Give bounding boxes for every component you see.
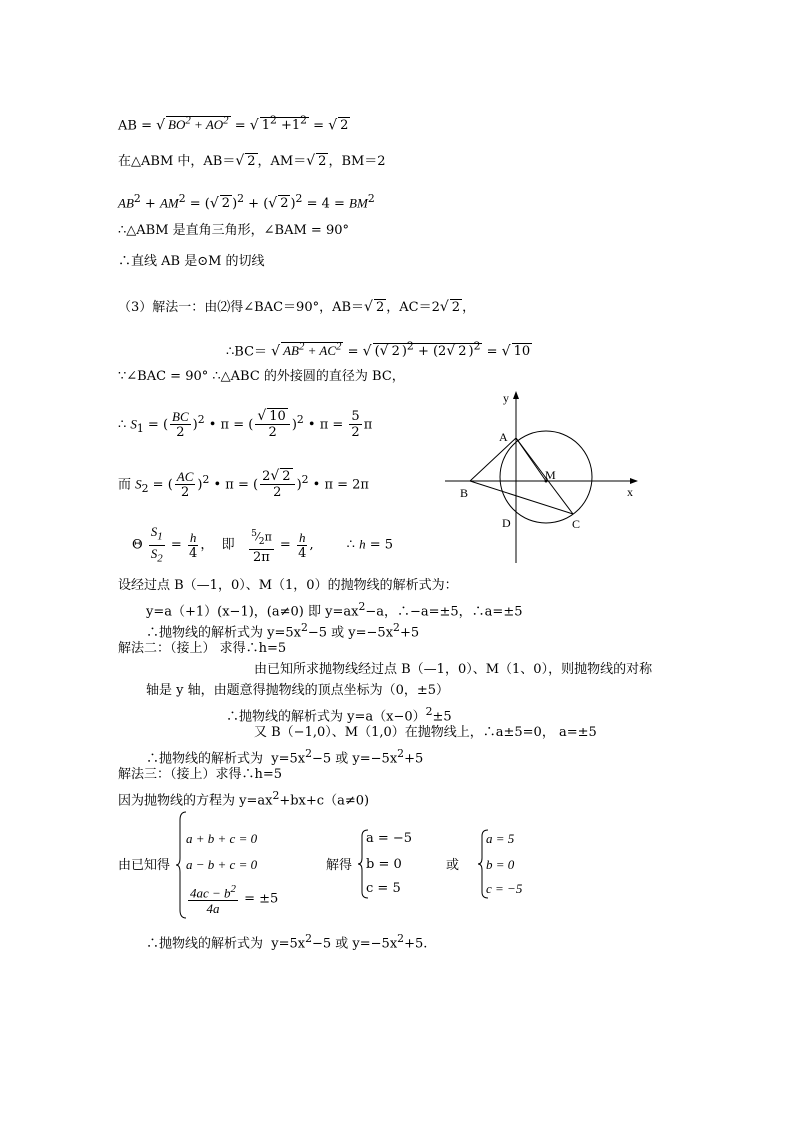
system3-eq1: a = 5 (486, 831, 515, 846)
y-axis-arrow (513, 391, 519, 399)
line-right-triangle: ∴△ABM 是直角三角形，∠BAM = 90° (118, 223, 349, 238)
line-bc-length: ∴BC＝ √ $AB^2 + AC^2$ = √ (√ 2 )$^2$ + (2√ 2 )$^2$ = √ 10 (226, 340, 531, 360)
label-c: C (572, 517, 581, 531)
line-method-two: 解法二：（接上） 求得∴h=5 (118, 641, 287, 656)
system2-eq1: a = −5 (366, 831, 413, 846)
label-d: D (502, 516, 511, 530)
line-given-label: 由已知得 (118, 858, 171, 873)
line-vertex-form: ∴抛物线的解析式为 $y=a(x-0)^2\pm 5$ (226, 705, 452, 725)
line-result-1: ∴抛物线的解析式为 $y=5x^2-5$ 或 $y=-5x^2+5$ (146, 621, 420, 641)
line-solve-a: y=a（+1）(x−1)，(a≠0) 即 $y=ax^2-a$，∴−a=±5，∴a=±5 (146, 600, 523, 620)
line-s1: ∴ $S_1$ = ( $\frac{BC}{2}$ )$^2$ • π = ( $\frac{√ 10}{2}$ )$^2$ • π = $\frac{5}{2}$ π (118, 408, 373, 441)
line-result-2: ∴抛物线的解析式为 $y=5x^2-5$ 或 $y=-5x^2+5$ (146, 747, 424, 767)
system3-eq2: b = 0 (486, 857, 515, 872)
label-b: B (460, 486, 469, 500)
segment-bc (470, 481, 573, 514)
line-assume-parabola: 设经过点 B（—1，0）、M（1，0）的抛物线的解析式为： (118, 578, 458, 593)
line-pythagoras-check: $AB^2 + AM^2$ = (√ 2 )$^2$ + (√ 2 )$^2 = 4 = BM^2$ (118, 192, 375, 212)
line-solve-label: 解得 (326, 858, 353, 873)
system1-eq3: $\frac{4ac - b^2}{4a}$ = ±5 (190, 883, 279, 917)
circle-figure (440, 385, 650, 565)
line-method-one: （3）解法一：由⑵得∠BAC＝90°，AB＝√ 2 ，AC＝2√ 2 ， (118, 299, 476, 315)
system2-eq3: c = 5 (366, 881, 401, 896)
x-axis-arrow (630, 478, 638, 484)
line-general-form: 因为抛物线的方程为 $y=ax^2+bx+c(a\ne 0)$ (118, 789, 370, 809)
segment-am (516, 438, 546, 481)
line-circumcircle: ∵∠BAC = 90° ∴△ABC 的外接圆的直径为 BC， (118, 369, 405, 384)
line-ab-length: AB = √ $BO^2 + AO^2$ = √ $1^2 +1^2$ = √ 2 (118, 114, 349, 134)
system2-eq2: b = 0 (366, 857, 402, 872)
system1-eq1: a + b + c = 0 (186, 831, 258, 846)
system3-eq3: c = −5 (486, 881, 523, 896)
x-axis-label: x (627, 485, 633, 499)
line-result-3: ∴抛物线的解析式为 $y=5x^2-5$ 或 $y=-5x^2+5$. (146, 932, 428, 952)
label-a: A (499, 430, 508, 444)
line-triangle-abm-sides: 在△ABM 中，AB＝√ 2 ，AM＝√ 2 ，BM＝2 (118, 153, 386, 169)
line-points-on-parabola: 又 B（−1,0）、M（1,0）在抛物线上，∴a±5=0， a=±5 (254, 725, 597, 740)
line-axis-symmetry: 由已知所求抛物线经过点 B（—1，0）、M（1、0），则抛物线的对称 (254, 662, 653, 677)
line-or: 或 (446, 858, 460, 873)
line-s2: 而 $S_2$ = ( $\frac{AC}{2}$ )$^2$ • π = ( $\frac{2√ 2}{2}$ )$^2$ • π = 2π (118, 468, 369, 501)
line-method-three: 解法三：（接上）求得∴h=5 (118, 767, 283, 782)
line-vertex: 轴是 y 轴，由题意得抛物线的顶点坐标为（0，±5） (146, 683, 450, 698)
line-tangent: ∴直线 AB 是⊙M 的切线 (118, 254, 265, 269)
label-m: M (545, 468, 556, 482)
line-ratio: Θ $\frac{S_1}{S_2}$ = $\frac{h}{4}$ ， 即 $\frac{^5⁄_2\pi}{2\pi}$ = $\frac{h}{4}$ , ∴ h = 5 (132, 524, 394, 565)
segment-ba (470, 438, 516, 481)
y-axis-label: y (503, 391, 509, 405)
system1-eq2: a − b + c = 0 (186, 857, 258, 872)
